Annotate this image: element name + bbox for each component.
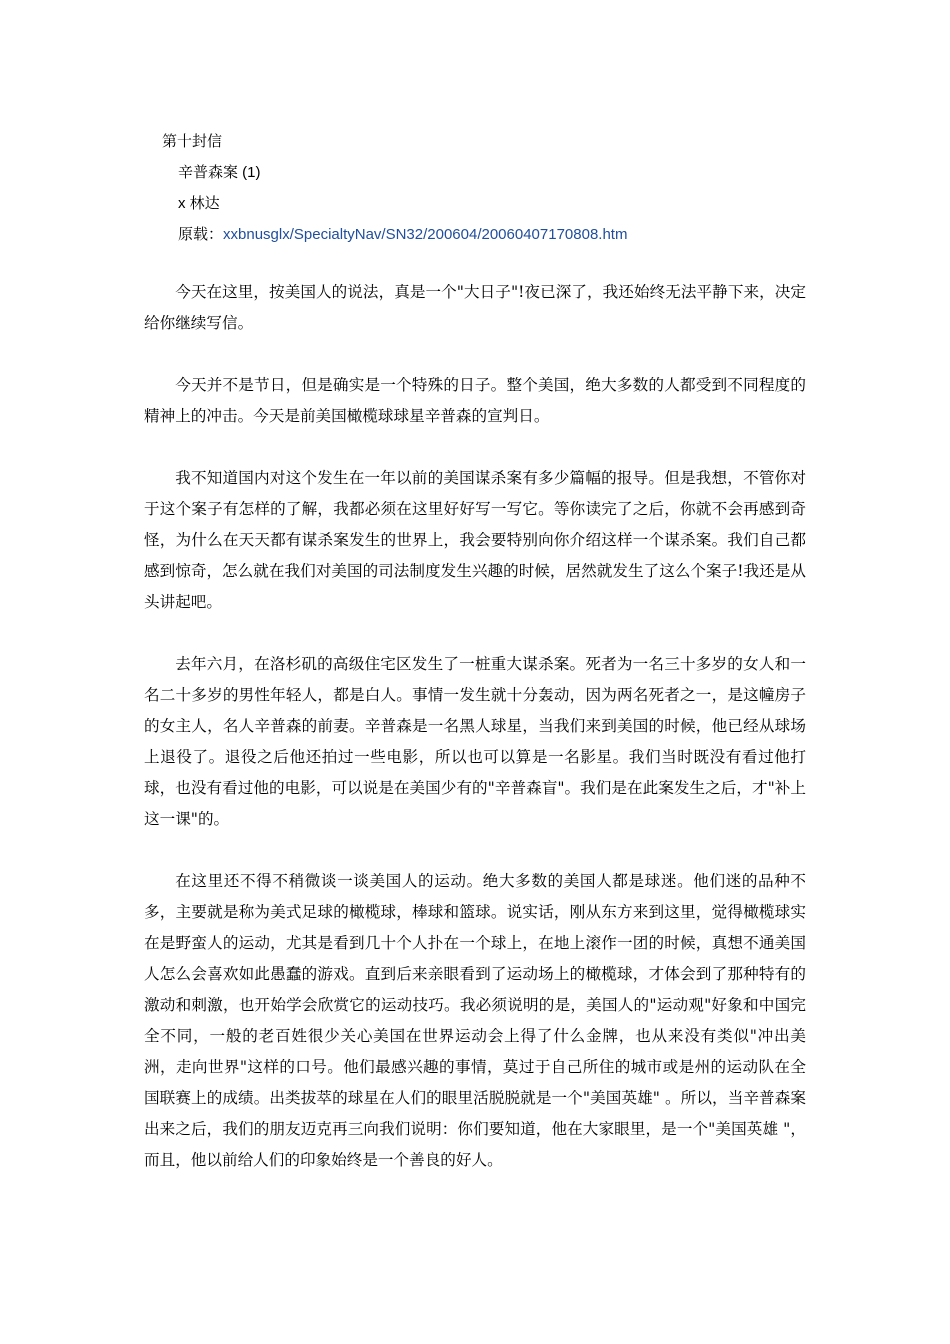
- author-prefix: x: [178, 195, 190, 212]
- author-name: 林达: [189, 194, 220, 212]
- paragraph-4: 去年六月，在洛杉矶的高级住宅区发生了一桩重大谋杀案。死者为一名三十多岁的女人和一名二十多岁的男性年轻人，都是白人。事情一发生就十分轰动，因为两名死者之一，是这幢房子的女主人，名人辛普森的前妻。辛普森是一名黑人球星，当我们来到美国的时候，他已经从球场上退役了。退役之后他还拍过一些电影，所以也可以算是一名影星。我们当时既没有看过他打球，也没有看过他的电影，可以说是在美国少有的"辛普森盲"。我们是在此案发生之后，才"补上这一课"的。: [144, 655, 806, 828]
- article-subtitle: [162, 157, 802, 188]
- letter-header: [162, 126, 802, 250]
- paragraph-5: 在这里还不得不稍微谈一谈美国人的运动。绝大多数的美国人都是球迷。他们迷的品种不多，主要就是称为美式足球的橄榄球，棒球和篮球。说实话，刚从东方来到这里，觉得橄榄球实在是野蛮人的运动，尤其是看到几十个人扑在一个球上，在地上滚作一团的时候，真想不通美国人怎么会喜欢如此愚蠢的游戏。直到后来亲眼看到了运动场上的橄榄球，才体会到了那种特有的激动和刺激，也开始学会欣赏它的运动技巧。我必须说明的是，美国人的"运动观"好象和中国完全不同，一般的老百姓很少关心美国在世界运动会上得了什么金牌，也从来没有类似"冲出美洲，走向世界"这样的口号。他们最感兴趣的事情，莫过于自己所住的城市或是州的运动队在全国联赛上的成绩。出类拔萃的球星在人们的眼里活脱脱就是一个"美国英雄" 。所以，当辛普森案出来之后，我们的朋友迈克再三向我们说明：你们要知道，他在大家眼里，是一个"美国英雄 "，而且，他以前给人们的印象始终是一个善良的好人。: [144, 872, 806, 1169]
- source-link[interactable]: xxbnusglx/SpecialtyNav/SN32/200604/20060407170808.htm: [223, 226, 628, 243]
- source-line: [162, 219, 802, 250]
- letter-title: 第十封信: [162, 132, 223, 150]
- paragraph-1: 今天在这里，按美国人的说法，真是一个"大日子"!夜已深了，我还始终无法平静下来，决定给你继续写信。: [144, 283, 806, 332]
- source-label: 原载：: [178, 225, 224, 243]
- paragraph-3: 我不知道国内对这个发生在一年以前的美国谋杀案有多少篇幅的报导。但是我想，不管你对于这个案子有怎样的了解，我都必须在这里好好写一写它。等你读完了之后，你就不会再感到奇怪，为什么在天天都有谋杀案发生的世界上，我会要特别向你介绍这样一个谋杀案。我们自己都感到惊奇，怎么就在我们对美国的司法制度发生兴趣的时候，居然就发生了这么个案子!我还是从头讲起吧。: [144, 469, 806, 611]
- subtitle-text: 辛普森案 (1): [178, 164, 261, 181]
- author-line: [162, 188, 802, 219]
- paragraph-2: 今天并不是节日，但是确实是一个特殊的日子。整个美国，绝大多数的人都受到不同程度的精神上的冲击。今天是前美国橄榄球球星辛普森的宣判日。: [144, 376, 806, 425]
- letter-body: [144, 277, 806, 1207]
